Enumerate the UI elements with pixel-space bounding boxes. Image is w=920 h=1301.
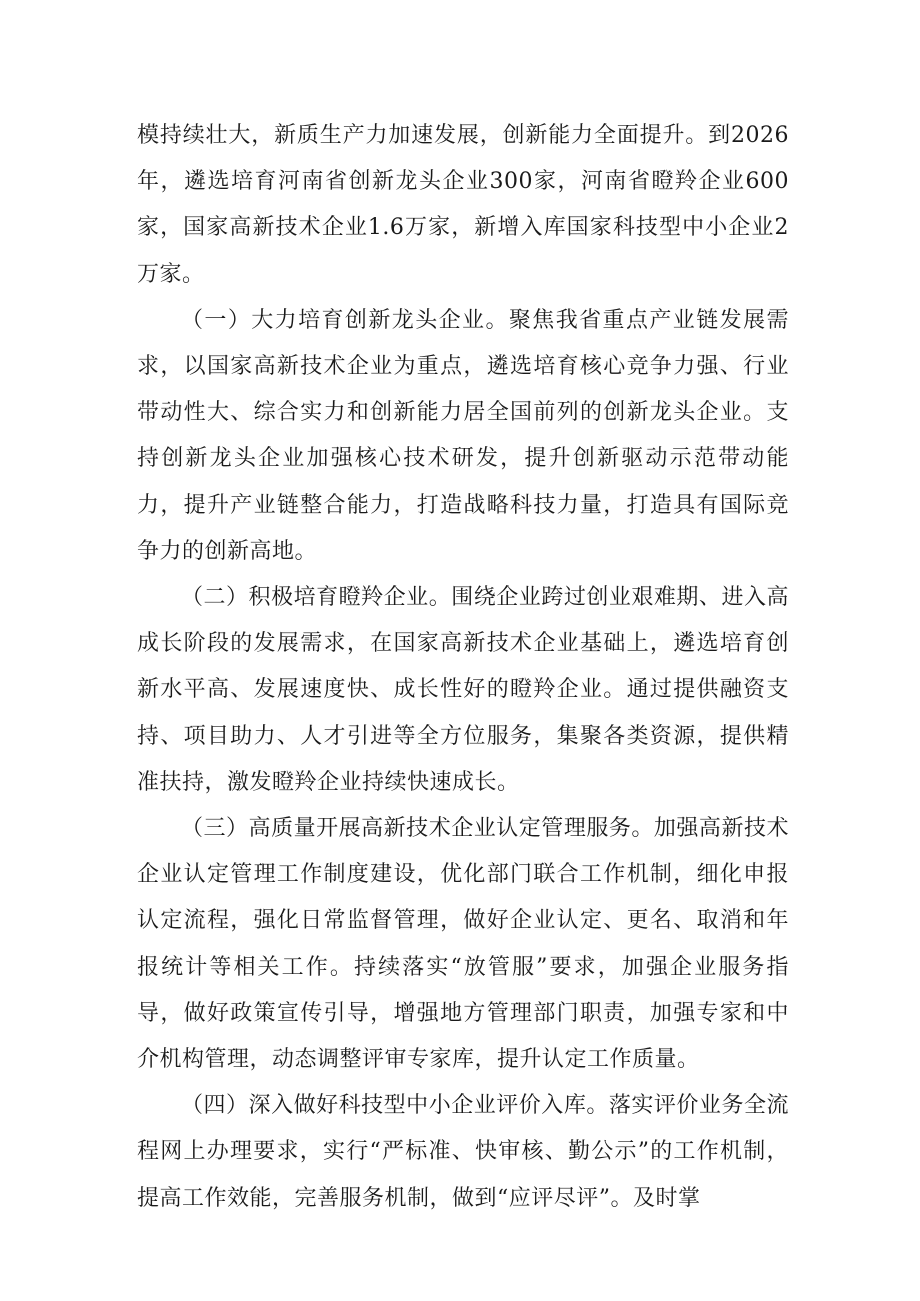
paragraph-high-tech-certification: （三）高质量开展高新技术企业认定管理服务。加强高新技术企业认定管理工作制度建设，优化部门联合工作机制，细化申报认定流程，强化日常监督管理，做好企业认定、更名、取消和年报统计等相关工作。持续落实“放管服”要求，加强企业服务指导，做好政策宣传引导，增强地方管理部门职责，加强专家和中介机构管理，动态调整评审专家库，提升认定工作质量。 [137,816,789,1073]
paragraph-goals: 模持续壮大，新质生产力加速发展，创新能力全面提升。到2026年，遴选培育河南省创新龙头企业300家，河南省瞪羚企业600家，国家高新技术企业1.6万家，新增入库国家科技型中小企业2万家。 [137,123,789,287]
document-body [137,113,789,1222]
paragraph-tech-sme-evaluation: （四）深入做好科技型中小企业评价入库。落实评价业务全流程网上办理要求，实行“严标准、快审核、勤公示”的工作机制，提高工作效能，完善服务机制，做到“应评尽评”。及时掌 [137,1093,789,1211]
paragraph-gazelle-enterprises: （二）积极培育瞪羚企业。围绕企业跨过创业艰难期、进入高成长阶段的发展需求，在国家高新技术企业基础上，遴选培育创新水平高、发展速度快、成长性好的瞪羚企业。通过提供融资支持、项目助力、人才引进等全方位服务，集聚各类资源，提供精准扶持，激发瞪羚企业持续快速成长。 [137,585,789,795]
paragraph-innovation-leaders: （一）大力培育创新龙头企业。聚焦我省重点产业链发展需求，以国家高新技术企业为重点，遴选培育核心竞争力强、行业带动性大、综合实力和创新能力居全国前列的创新龙头企业。支持创新龙头企业加强核心技术研发，提升创新驱动示范带动能力，提升产业链整合能力，打造战略科技力量，打造具有国际竞争力的创新高地。 [137,307,789,564]
